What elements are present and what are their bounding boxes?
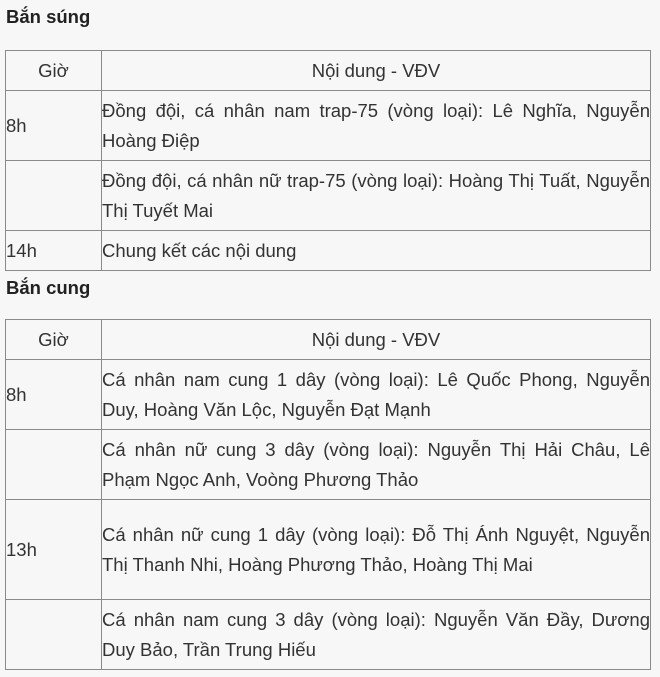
table-row bbox=[6, 500, 651, 600]
schedule-table-archery bbox=[5, 319, 651, 670]
section-title-archery: Bắn cung bbox=[6, 277, 91, 298]
table-row bbox=[6, 91, 651, 161]
row-time: 8h bbox=[6, 91, 102, 161]
row-content: Cá nhân nam cung 1 dây (vòng loại): Lê Quốc Phong, Nguyễn Duy, Hoàng Văn Lộc, Nguyễn Đạt Mạnh bbox=[102, 360, 651, 430]
row-content: Cá nhân nữ cung 3 dây (vòng loại): Nguyễn Thị Hải Châu, Lê Phạm Ngọc Anh, Voòng Phương Thảo bbox=[102, 430, 651, 500]
table-row bbox=[6, 430, 651, 500]
row-time: 14h bbox=[6, 231, 102, 271]
header-content: Nội dung - VĐV bbox=[102, 51, 651, 91]
header-content: Nội dung - VĐV bbox=[102, 320, 651, 360]
section-title-shooting: Bắn súng bbox=[6, 6, 91, 27]
row-content: Cá nhân nữ cung 1 dây (vòng loại): Đỗ Thị Ánh Nguyệt, Nguyễn Thị Thanh Nhi, Hoàng Phương Thảo, Hoàng Thị Mai bbox=[102, 500, 651, 600]
schedule-table-shooting bbox=[5, 50, 651, 271]
header-time: Giờ bbox=[6, 320, 102, 360]
row-time: 13h bbox=[6, 500, 102, 600]
table-row bbox=[6, 231, 651, 271]
row-time bbox=[6, 430, 102, 500]
row-content: Chung kết các nội dung bbox=[102, 231, 651, 271]
row-content: Đồng đội, cá nhân nữ trap-75 (vòng loại): Hoàng Thị Tuất, Nguyễn Thị Tuyết Mai bbox=[102, 161, 651, 231]
table-header-row bbox=[6, 320, 651, 360]
row-content: Cá nhân nam cung 3 dây (vòng loại): Nguyễn Văn Đầy, Dương Duy Bảo, Trần Trung Hiếu bbox=[102, 600, 651, 670]
row-time: 8h bbox=[6, 360, 102, 430]
table-row bbox=[6, 600, 651, 670]
row-time bbox=[6, 600, 102, 670]
row-content: Đồng đội, cá nhân nam trap-75 (vòng loại): Lê Nghĩa, Nguyễn Hoàng Điệp bbox=[102, 91, 651, 161]
table-row bbox=[6, 161, 651, 231]
row-time bbox=[6, 161, 102, 231]
table-row bbox=[6, 360, 651, 430]
table-header-row bbox=[6, 51, 651, 91]
header-time: Giờ bbox=[6, 51, 102, 91]
